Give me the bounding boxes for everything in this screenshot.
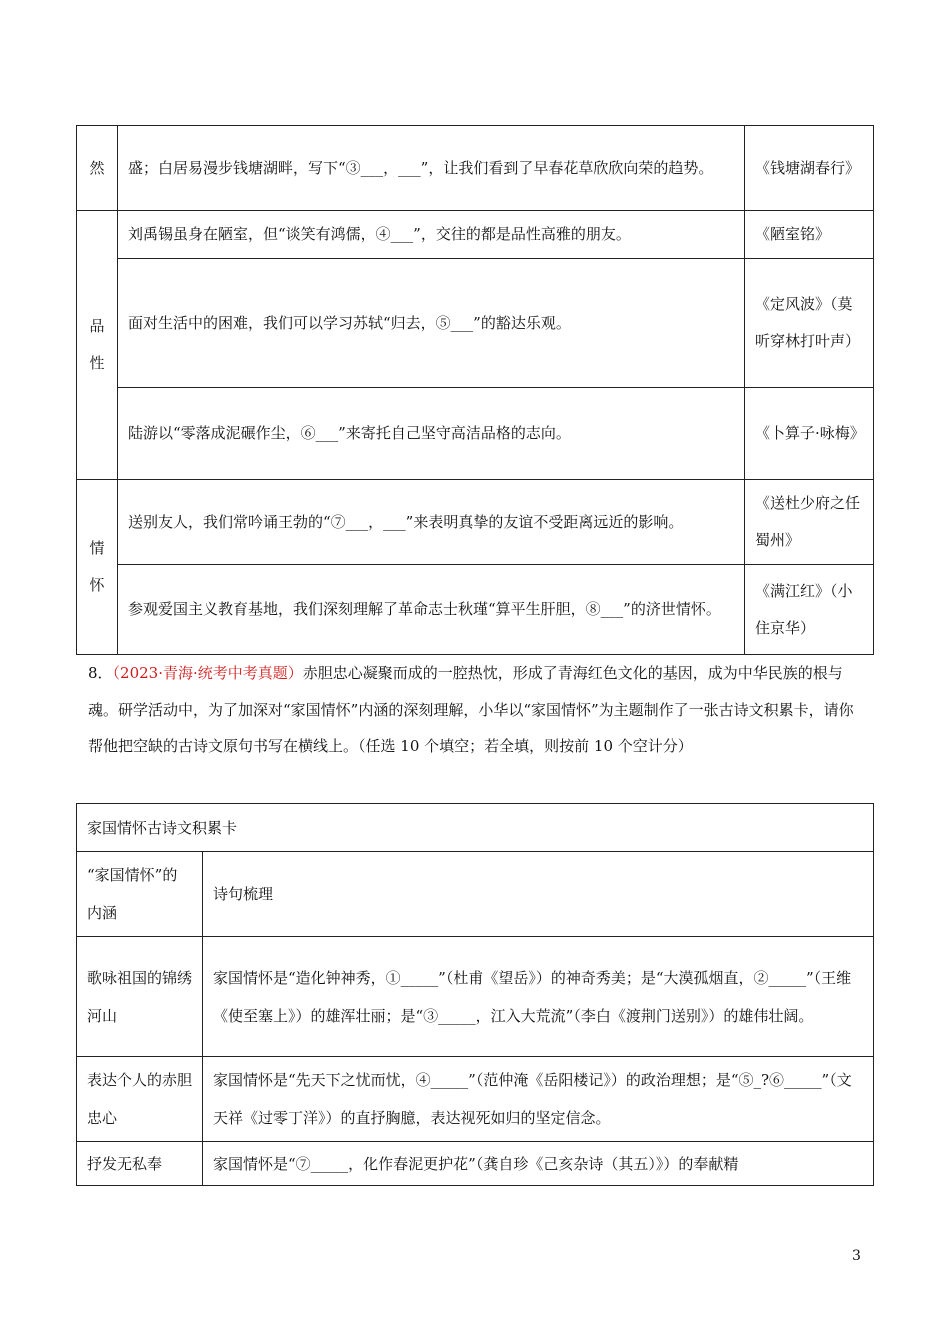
table-cell-source: 《卜算子·咏梅》: [745, 388, 874, 480]
card-title: 家国情怀古诗文积累卡: [77, 804, 874, 852]
category-cell-sentiment: 情怀: [77, 480, 118, 655]
row-label: 表达个人的赤胆忠心: [77, 1057, 203, 1142]
row-text: 家国情怀是“⑦_____，化作春泥更护花”（龚自珍《己亥杂诗（其五）》）的奉献精: [203, 1142, 874, 1186]
exam-source-tag: （2023·青海·统考中考真题）: [112, 664, 303, 682]
table-cell-source: 《满江红》（小住京华）: [745, 565, 874, 655]
question-number: 8．: [88, 664, 113, 682]
table-cell-source: 《定风波》（莫听穿林打叶声）: [745, 259, 874, 388]
table-cell-source: 《陋室铭》: [745, 211, 874, 259]
question-8: [88, 655, 868, 765]
table-cell-text: 参观爱国主义教育基地，我们深刻理解了革命志士秋瑾“算平生肝胆，⑧___”的济世情怀。: [118, 565, 745, 655]
patriotism-card-table: [76, 803, 874, 1186]
row-label: 歌咏祖国的锦绣河山: [77, 937, 203, 1057]
table-cell-text: 刘禹锡虽身在陋室，但“谈笑有鸿儒，④___”，交往的都是品性高雅的朋友。: [118, 211, 745, 259]
table-cell-text: 陆游以“零落成泥碾作尘，⑥___”来寄托自己坚守高洁品格的志向。: [118, 388, 745, 480]
category-cell-character: 品性: [77, 211, 118, 480]
table-cell-source: 《送杜少府之任蜀州》: [745, 480, 874, 565]
question-body: 赤胆忠心凝聚而成的一腔热忱，形成了青海红色文化的基因，成为中华民族的根与魂。研学活动中，为了加深对“家国情怀”内涵的深刻理解，小华以“家国情怀”为主题制作了一张古诗文积累卡，请你帮他把空缺的古诗文原句书写在横线上。（任选 10 个填空；若全填，则按前 10 个空计分）: [88, 664, 854, 755]
header-poems: 诗句梳理: [203, 852, 874, 937]
page-number: 3: [852, 1248, 861, 1264]
row-label: 抒发无私奉: [77, 1142, 203, 1186]
table-cell-source: 《钱塘湖春行》: [745, 126, 874, 211]
table-cell-text: 盛；白居易漫步钱塘湖畔，写下“③___，___”，让我们看到了早春花草欣欣向荣的趋势。: [118, 126, 745, 211]
table-cell-text: 面对生活中的困难，我们可以学习苏轼“归去，⑤___”的豁达乐观。: [118, 259, 745, 388]
category-cell-nature: 然: [77, 126, 118, 211]
row-text: 家国情怀是“先天下之忧而忧，④_____”（范仲淹《岳阳楼记》）的政治理想；是“⑤_?⑥_____”（文天祥《过零丁洋》）的直抒胸臆，表达视死如归的坚定信念。: [203, 1057, 874, 1142]
header-meaning: “家国情怀”的内涵: [77, 852, 203, 937]
accumulation-table-continued: [76, 125, 874, 655]
row-text: 家国情怀是“造化钟神秀，①_____”（杜甫《望岳》）的神奇秀美；是“大漠孤烟直，②_____”（王维《使至塞上》）的雄浑壮丽；是“③_____，江入大荒流”（李白《渡荆门送别》）的雄伟壮阔。: [203, 937, 874, 1057]
table-cell-text: 送别友人，我们常吟诵王勃的“⑦___，___”来表明真挚的友谊不受距离远近的影响。: [118, 480, 745, 565]
